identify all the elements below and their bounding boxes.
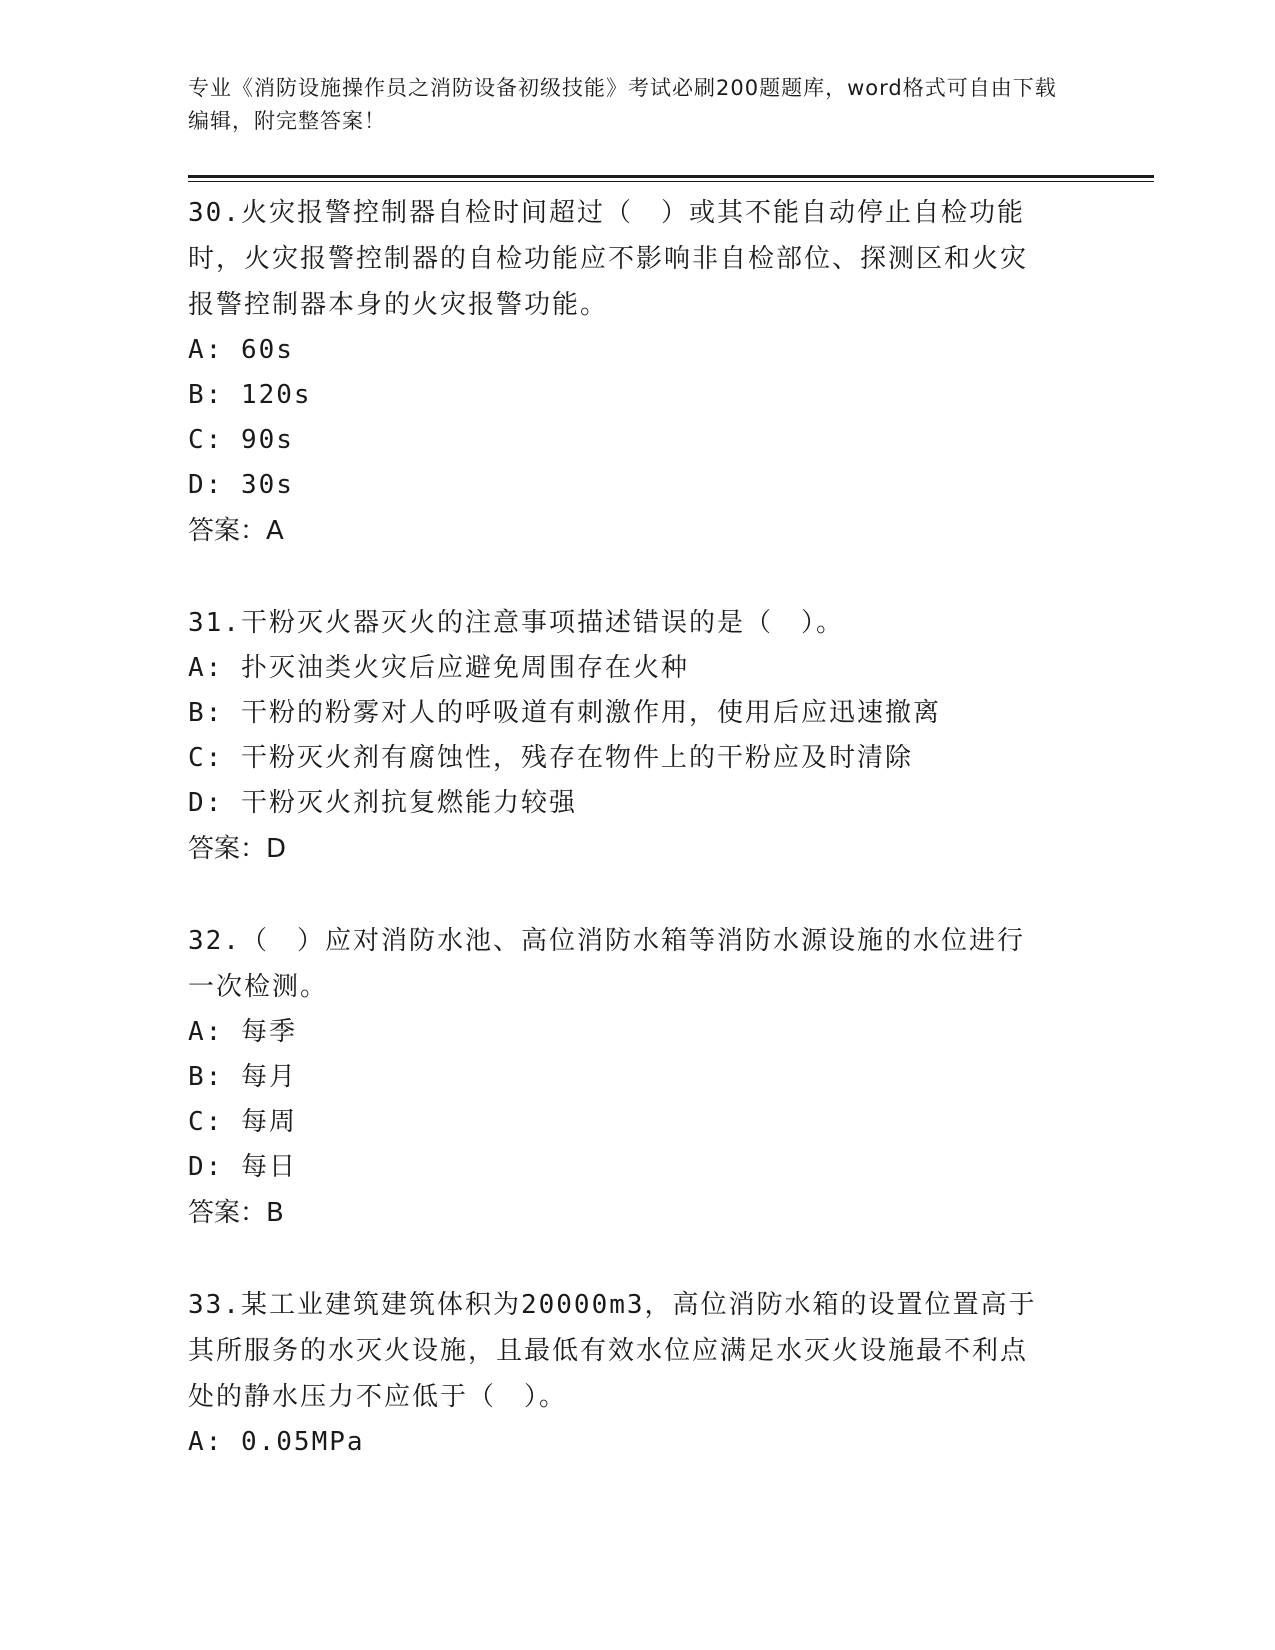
header-divider-thin	[188, 181, 1154, 182]
document-header: 专业《消防设施操作员之消防设备初级技能》考试必刷200题题库，word格式可自由下载编辑，附完整答案！	[188, 76, 1057, 133]
option-d: D: 每日	[188, 1152, 297, 1182]
option-a: A: 60s	[188, 335, 294, 365]
header-divider-thick	[188, 175, 1154, 178]
question-31	[188, 600, 1088, 872]
question-33	[188, 1282, 1038, 1465]
option-b: B: 每月	[188, 1062, 297, 1092]
question-list	[188, 190, 1088, 1511]
answer-label: 答案：B	[188, 1198, 284, 1228]
question-30	[188, 190, 1038, 554]
option-b: B: 干粉的粉雾对人的呼吸道有刺激作用，使用后应迅速撤离	[188, 698, 941, 728]
question-stem: 33.某工业建筑建筑体积为20000m3，高位消防水箱的设置位置高于其所服务的水灭火设施，且最低有效水位应满足水灭火设施最不利点处的静水压力不应低于（ ）。	[188, 1290, 1037, 1412]
option-c: C: 干粉灭火剂有腐蚀性，残存在物件上的干粉应及时清除	[188, 743, 913, 773]
question-32	[188, 918, 1038, 1236]
question-stem: 31.干粉灭火器灭火的注意事项描述错误的是（ ）。	[188, 608, 844, 638]
question-stem: 32.（ ）应对消防水池、高位消防水箱等消防水源设施的水位进行一次检测。	[188, 926, 1025, 1002]
option-d: D: 30s	[188, 470, 294, 500]
answer-label: 答案：D	[188, 834, 287, 864]
option-a: A: 0.05MPa	[188, 1427, 365, 1457]
option-c: C: 每周	[188, 1107, 297, 1137]
option-c: C: 90s	[188, 425, 294, 455]
option-a: A: 每季	[188, 1017, 297, 1047]
question-stem: 30.火灾报警控制器自检时间超过（ ）或其不能自动停止自检功能时，火灾报警控制器的自检功能应不影响非自检部位、探测区和火灾报警控制器本身的火灾报警功能。	[188, 198, 1029, 320]
option-b: B: 120s	[188, 380, 312, 410]
option-d: D: 干粉灭火剂抗复燃能力较强	[188, 788, 577, 818]
answer-label: 答案：A	[188, 516, 284, 546]
option-a: A: 扑灭油类火灾后应避免周围存在火种	[188, 653, 689, 683]
